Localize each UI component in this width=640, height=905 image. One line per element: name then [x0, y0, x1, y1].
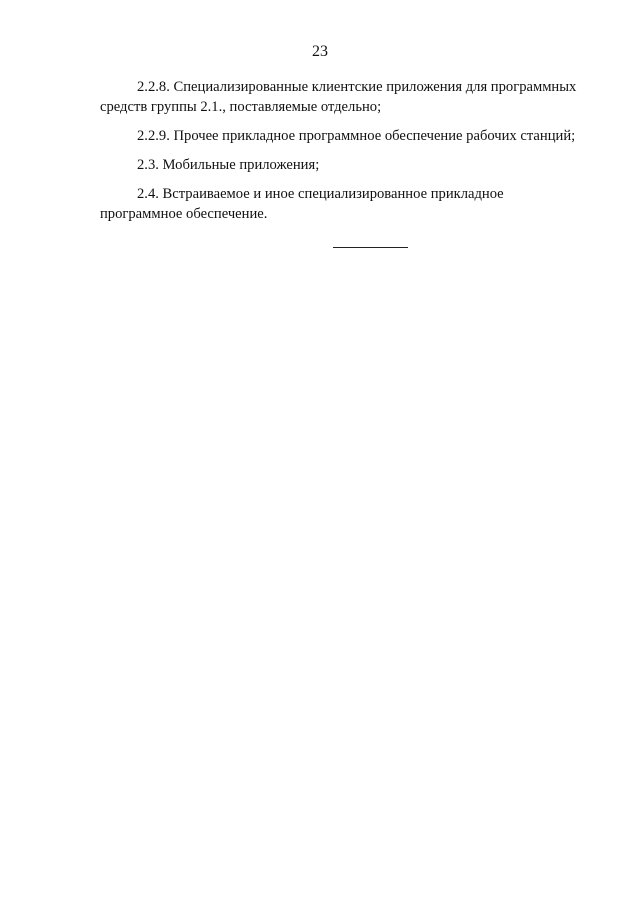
- paragraph-line: 2.2.8. Специализированные клиентские приложения для программных: [137, 79, 577, 95]
- paragraph-line: 2.4. Встраиваемое и иное специализированное прикладное: [137, 186, 504, 202]
- paragraph-line: 2.2.9. Прочее прикладное программное обеспечение рабочих станций;: [137, 128, 576, 144]
- paragraph-2-3: [100, 155, 592, 175]
- page-number: 23: [312, 43, 328, 60]
- paragraph-line: программное обеспечение.: [100, 206, 268, 222]
- paragraph-2-2-8: [100, 77, 592, 117]
- document-body: [100, 77, 592, 233]
- paragraph-line: 2.3. Мобильные приложения;: [137, 157, 320, 173]
- end-of-document-rule: [333, 247, 408, 248]
- paragraph-2-4: [100, 184, 592, 224]
- paragraph-line: средств группы 2.1., поставляемые отдельно;: [100, 99, 382, 115]
- paragraph-2-2-9: [100, 126, 592, 146]
